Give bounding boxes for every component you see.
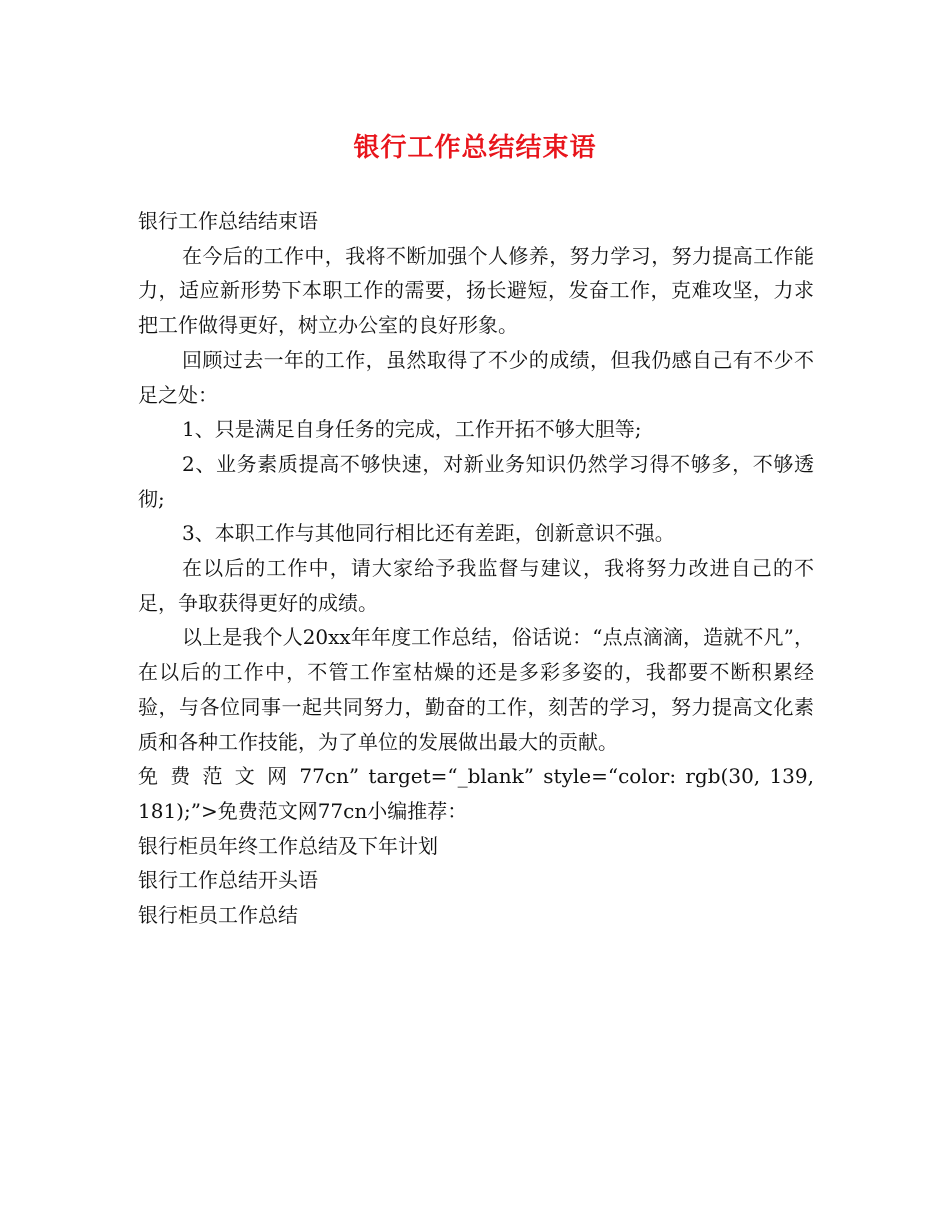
related-link-1[interactable]: 银行柜员年终工作总结及下年计划 <box>138 833 438 858</box>
paragraph-3: 1、只是满足自身任务的完成，工作开拓不够大胆等; <box>182 417 642 442</box>
paragraph-5: 3、本职工作与其他同行相比还有差距，创新意识不强。 <box>182 521 675 546</box>
source-line: 免 费 范 文 网 77cn” target=“_blank” style=“color: rgb(30, 139, 181);”>免费范文网77cn小编推荐： <box>138 764 814 823</box>
paragraph-7: 以上是我个人20xx年年度工作总结，俗话说：“点点滴滴，造就不凡”，在以后的工作中，不管工作室枯燥的还是多彩多姿的，我都要不断积累经验，与各位同事一起共同努力，勤奋的工作，刻苦的学习，努力提高文化素质和各种工作技能，为了单位的发展做出最大的贡献。 <box>138 625 814 754</box>
paragraph-6: 在以后的工作中，请大家给予我监督与建议，我将努力改进自己的不足，争取获得更好的成绩。 <box>138 556 814 615</box>
paragraph-4: 2、业务素质提高不够快速，对新业务知识仍然学习得不够多，不够透彻; <box>138 451 814 511</box>
paragraph-2: 回顾过去一年的工作，虽然取得了不少的成绩，但我仍感自己有不少不足之处： <box>138 347 814 407</box>
related-link-3[interactable]: 银行柜员工作总结 <box>138 903 298 928</box>
related-link-2[interactable]: 银行工作总结开头语 <box>138 868 318 893</box>
document-title: 银行工作总结结束语 <box>353 133 597 163</box>
document-body <box>138 204 814 933</box>
document-subtitle: 银行工作总结结束语 <box>138 209 318 233</box>
paragraph-1: 在今后的工作中，我将不断加强个人修养，努力学习，努力提高工作能力，适应新形势下本职工作的需要，扬长避短，发奋工作，克难攻坚，力求把工作做得更好，树立办公室的良好形象。 <box>138 243 814 338</box>
